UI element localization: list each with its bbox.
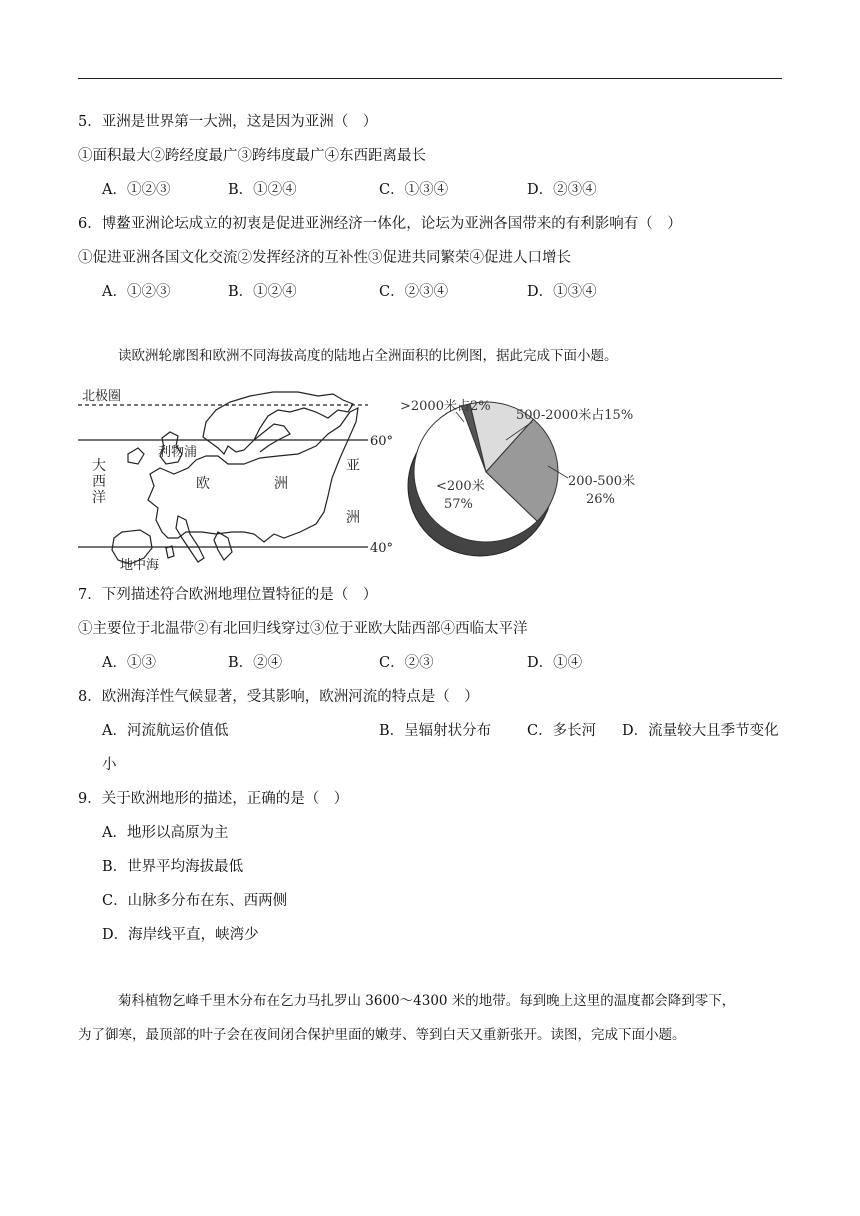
pie-label-200-500: 200-500米: [568, 474, 636, 489]
pie-label-lt200-pct: 57%: [444, 497, 473, 512]
lat-60-label: 60°: [370, 434, 394, 449]
atlantic-label-3: 洋: [92, 490, 106, 506]
pie-label-lt200: <200米: [436, 479, 485, 494]
q7-option-a[interactable]: A．①③: [102, 655, 156, 671]
q6-stem: 6．博鳌亚洲论坛成立的初衷是促进亚洲经济一体化，论坛为亚洲各国带来的有利影响有（ ）: [78, 216, 682, 232]
intro-europe: 读欧洲轮廓图和欧洲不同海拔高度的陆地占全洲面积的比例图，据此完成下面小题。: [118, 348, 618, 364]
q7-stem: 7．下列描述符合欧洲地理位置特征的是（ ）: [78, 587, 378, 603]
q7-option-b[interactable]: B．②④: [228, 655, 283, 671]
intro-plant-line1: 菊科植物乞峰千里木分布在乞力马扎罗山 3600～4300 米的地带。每到晚上这里的温度都会降到零下，: [118, 993, 736, 1009]
pie-label-gt2000: >2000米占2%: [400, 399, 491, 414]
q6-option-c[interactable]: C．②③④: [379, 284, 449, 300]
q8-stem: 8．欧洲海洋性气候显著，受其影响，欧洲河流的特点是（ ）: [78, 689, 479, 705]
atlantic-label-2: 西: [92, 474, 106, 490]
q7-option-d[interactable]: D．①④: [527, 655, 583, 671]
q8-option-d[interactable]: D．流量较大且季节变化: [622, 723, 779, 739]
q8-option-d-wrap: 小: [102, 757, 117, 773]
liverpool-label: 利物浦: [158, 445, 198, 460]
q5-statements: ①面积最大②跨经度最广③跨纬度最广④东西距离最长: [78, 148, 426, 164]
q5-stem: 5．亚洲是世界第一大洲，这是因为亚洲（ ）: [78, 114, 378, 130]
q5-option-b[interactable]: B．①②④: [228, 182, 297, 198]
atlantic-label-1: 大: [92, 458, 106, 474]
q9-stem: 9．关于欧洲地形的描述，正确的是（ ）: [78, 791, 349, 807]
italy-outline: [176, 516, 204, 562]
header-rule: [78, 78, 782, 79]
mediterranean-label: 地中海: [120, 558, 160, 573]
pie-label-200-500-pct: 26%: [586, 492, 615, 507]
europe-label-1: 欧: [196, 476, 210, 492]
asia-label-1: 亚: [346, 458, 360, 474]
ireland-outline: [128, 448, 144, 464]
continent-outline: [148, 408, 358, 542]
q5-option-d[interactable]: D．②③④: [527, 182, 597, 198]
arctic-circle-label: 北极圈: [82, 389, 122, 404]
balkans-outline: [214, 532, 232, 560]
q9-option-c[interactable]: C．山脉多分布在东、西两侧: [102, 893, 288, 909]
q5-option-c[interactable]: C．①③④: [379, 182, 449, 198]
q6-option-b[interactable]: B．①②④: [228, 284, 297, 300]
q8-option-c[interactable]: C．多长河: [527, 723, 597, 739]
europe-label-2: 洲: [274, 476, 288, 492]
scandinavia-outline: [203, 392, 353, 454]
q7-option-c[interactable]: C．②③: [379, 655, 434, 671]
q9-option-a[interactable]: A．地形以高原为主: [102, 825, 229, 841]
q8-option-b[interactable]: B．呈辐射状分布: [379, 723, 492, 739]
q9-option-b[interactable]: B．世界平均海拔最低: [102, 859, 244, 875]
q7-statements: ①主要位于北温带②有北回归线穿过③位于亚欧大陆西部④西临太平洋: [78, 621, 528, 637]
asia-label-2: 洲: [346, 510, 360, 526]
intro-plant-line2: 为了御寒，最顶部的叶子会在夜间闭合保护里面的嫩芽、等到白天又重新张开。读图，完成下面小题。: [78, 1027, 686, 1043]
lat-40-label: 40°: [370, 541, 394, 556]
pie-label-500-2000: 500-2000米占15%: [516, 408, 634, 423]
q5-option-a[interactable]: A．①②③: [102, 182, 171, 198]
q6-option-d[interactable]: D．①③④: [527, 284, 597, 300]
q6-statements: ①促进亚洲各国文化交流②发挥经济的互补性③促进共同繁荣④促进人口增长: [78, 250, 571, 266]
q9-option-d[interactable]: D．海岸线平直，峡湾少: [102, 927, 259, 943]
europe-figure: [78, 382, 658, 577]
sardinia-outline: [166, 546, 174, 558]
q8-option-a[interactable]: A．河流航运价值低: [102, 723, 229, 739]
europe-outline-map: [78, 392, 368, 564]
q6-option-a[interactable]: A．①②③: [102, 284, 171, 300]
